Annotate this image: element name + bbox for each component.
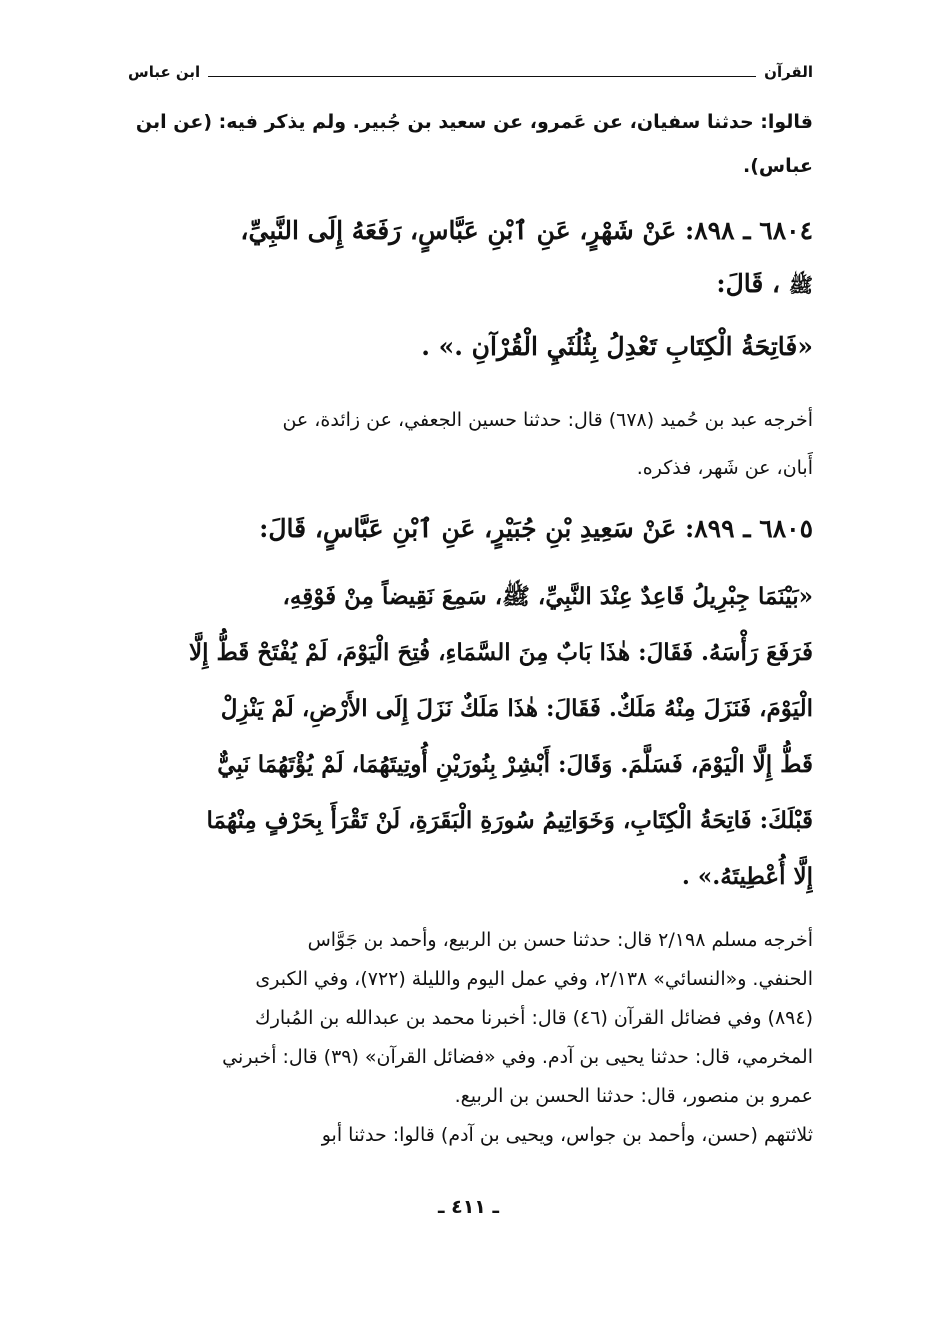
takhrij-6805 (124, 922, 813, 1153)
takhrij-line: (٨٩٤) وفي فضائل القرآن (٤٦) قال: أخبرنا محمد بن عبدالله بن المُبارك (255, 1007, 813, 1029)
takhrij-line: المخرمي، قال: حدثنا يحيى بن آدم. وفي «فضائل القرآن» (٣٩) قال: أخبرني (222, 1046, 813, 1068)
hadith-body-line: قَطُّ إِلَّا الْيَوْمَ، فَسَلَّمَ. وَقَالَ: أَبْشِرْ بِنُورَيْنِ أُوتِيتَهُمَا، لَمْ يُؤْتَهُمَا نَبِيٌّ (217, 751, 813, 778)
takhrij-line: أَبان، عن شَهر، فذكره. (636, 457, 813, 479)
header-rule (208, 76, 756, 77)
hadith-body-line: فَرَفَعَ رَأْسَهُ. فَقَالَ: هٰذَا بَابٌ مِنَ السَّمَاءِ، فُتِحَ الْيَوْمَ، لَمْ يُفْتَحْ قَطُّ إِلَّا (188, 639, 813, 666)
takhrij-line: أخرجه عبد بن حُميد (٦٧٨) قال: حدثنا حسين الجعفي، عن زائدة، عن (282, 409, 813, 431)
intro-line: عباس). (743, 155, 813, 177)
hadith-body-line: «بَيْنَمَا جِبْرِيلُ قَاعِدٌ عِنْدَ النَّبِيِّ، ﷺ، سَمِعَ نَقِيضاً مِنْ فَوْقِهِ، (282, 583, 813, 610)
hadith-text: «فَاتِحَةُ الْكِتَابِ تَعْدِلُ بِثُلُثَيِ الْقُرْآنِ .» . (421, 332, 813, 361)
hadith-6804 (124, 204, 813, 373)
takhrij-6804 (124, 402, 813, 486)
page-number: ـ ٤١١ ـ (437, 1196, 499, 1218)
hadith-heading-line: ٦٨٠٤ ـ ٨٩٨: عَنْ شَهْرٍ، عَنِ ٱبْنِ عَبَّاسٍ، رَفَعَهُ إِلَى النَّبِيِّ، (240, 216, 813, 245)
hadith-heading-line (124, 257, 813, 312)
header-narrator: ابن عباس (128, 63, 201, 81)
hadith-heading-line: ٦٨٠٥ ـ ٨٩٩: عَنْ سَعِيدِ بْنِ جُبَيْرٍ، عَنِ ٱبْنِ عَبَّاسٍ، قَالَ: (259, 514, 813, 543)
hadith-body-line: قَبْلَكَ: فَاتِحَةُ الْكِتَابِ، وَخَوَاتِيمُ سُورَةِ الْبَقَرَةِ، لَنْ تَقْرَأَ بِحَرْفٍ مِنْهُمَا (206, 807, 813, 834)
hadith-body-line: الْيَوْمَ، فَنَزَلَ مِنْهُ مَلَكٌ. فَقَالَ: هٰذَا مَلَكٌ نَزَلَ إِلَى الأَرْضِ، لَمْ يَنْزِلْ (220, 695, 813, 722)
hadith-body-line: إِلَّا أُعْطِيتَهُ.» . (681, 863, 813, 890)
takhrij-line: الحنفي. و«النسائي» ٢/١٣٨، وفي عمل اليوم والليلة (٧٢٢)، وفي الكبرى (255, 968, 813, 990)
intro-paragraph (124, 104, 813, 184)
header-chapter-title: القرآن (764, 63, 813, 81)
hadith-6805-heading (124, 502, 813, 555)
running-header (128, 58, 813, 86)
takhrij-line: أخرجه مسلم ٢/١٩٨ قال: حدثنا حسن بن الربيع، وأحمد بن جَوَّاس (307, 929, 813, 951)
salawat-ligature: ﷺ (788, 273, 813, 297)
hadith-6805-body (124, 572, 813, 902)
takhrij-line: ثلاثتهم (حسن، وأحمد بن جواس، ويحيى بن آدم) قالوا: حدثنا أبو (321, 1124, 813, 1146)
intro-line: قالوا: حدثنا سفيان، عن عَمرو، عن سعيد بن جُبير. ولم يذكر فيه: (عن ابن (135, 111, 813, 133)
takhrij-line: عمرو بن منصور، قال: حدثنا الحسن بن الربيع. (454, 1085, 813, 1107)
hadith-qala: ، قَالَ: (716, 269, 781, 298)
